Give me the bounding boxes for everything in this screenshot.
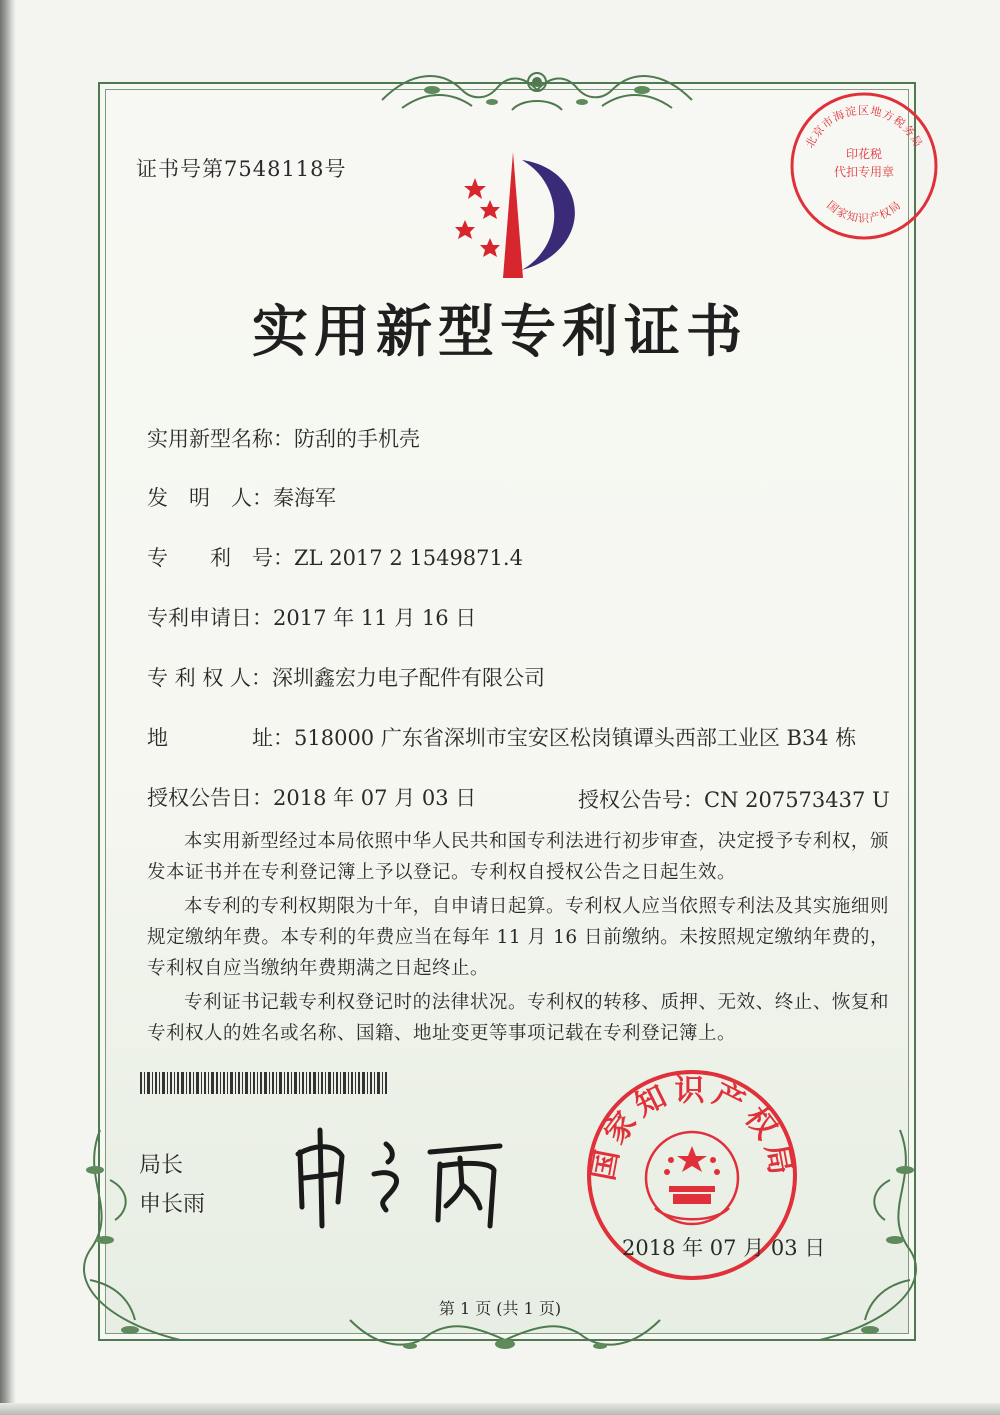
tax-stamp-line1: 印花税 [845,147,883,161]
svg-text:北京市海淀区地方税务局 [803,103,925,150]
field-value: CN 207573437 U [704,788,890,812]
field-label: 实用新型名称： [147,427,294,451]
field-patentee [147,662,545,692]
field-label: 专 利 权 人： [147,666,273,690]
field-grant-date [147,782,476,812]
field-value: 518000 广东省深圳市宝安区松岗镇谭头西部工业区 B34 栋 [294,726,857,750]
tax-stamp-line2: 代扣专用章 [833,165,895,179]
certificate-title: 实用新型专利证书 [252,299,748,365]
tax-stamp [788,90,940,242]
field-patent-number [147,542,523,572]
field-value: 深圳鑫宏力电子配件有限公司 [272,666,546,690]
field-label: 授权公告日： [147,786,273,810]
field-value: 防刮的手机壳 [294,427,420,451]
scan-edge-bottom [0,1403,1000,1415]
director-signature [290,1122,520,1232]
cnipa-emblem-icon [440,150,590,280]
svg-text:国家知识产权局 [586,1073,799,1183]
seal-text: 国家知识产权局 [585,1073,800,1184]
tax-stamp-arc-text: 北京市海淀区地方税务局 [803,104,925,151]
field-address [147,722,856,752]
field-label: 发 明 人： [147,486,273,510]
field-grant-number [578,784,890,814]
field-utility-model-name [147,423,420,453]
field-value: 2018 年 07 月 03 日 [273,786,477,810]
field-value: 2017 年 11 月 16 日 [273,606,477,630]
page-indicator: 第 1 页 (共 1 页) [438,1299,562,1318]
field-label: 地 址： [147,726,294,750]
body-paragraph: 本专利的专利权期限为十年，自申请日起算。专利权人应当依照专利法及其实施细则规定缴纳年费。本专利的年费应当在每年 11 月 16 日前缴纳。未按照规定缴纳年费的，专利权自应当缴纳年费期满之日起终止。 [147,896,889,979]
certificate-body [147,826,889,1052]
field-inventor [147,482,336,512]
scan-edge [0,0,16,1415]
field-label: 专 利 号： [147,546,294,570]
certificate-number: 证书号第7548118号 [136,157,347,181]
field-value: ZL 2017 2 1549871.4 [294,546,523,570]
field-filing-date [147,602,476,632]
director-title: 局长 [139,1153,184,1178]
barcode-icon [140,1072,390,1094]
svg-text:国家知识产权局 [824,198,904,225]
body-paragraph: 专利证书记载专利权登记时的法律状况。专利权的转移、质押、无效、终止、恢复和专利权人的姓名或名称、国籍、地址变更等事项记载在专利登记簿上。 [147,992,889,1044]
seal-date: 2018 年 07 月 03 日 [622,1236,826,1260]
director-name: 申长雨 [139,1192,206,1217]
body-paragraph: 本实用新型经过本局依照中华人民共和国专利法进行初步审查，决定授予专利权，颁发本证书并在专利登记簿上予以登记。专利权自授权公告之日起生效。 [147,831,889,883]
ornament-top [372,60,702,124]
field-label: 授权公告号： [578,788,704,812]
field-label: 专利申请日： [147,606,273,630]
field-value: 秦海军 [273,486,336,510]
tax-stamp-bottom-text: 国家知识产权局 [824,198,904,226]
